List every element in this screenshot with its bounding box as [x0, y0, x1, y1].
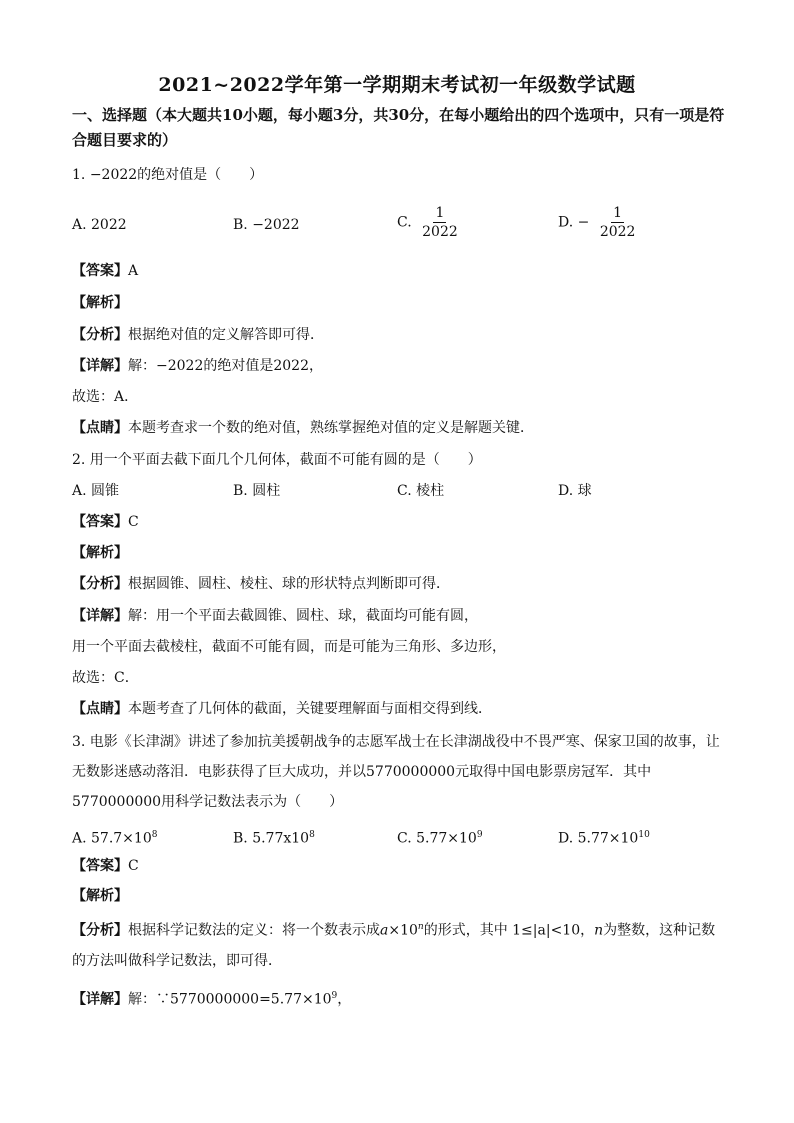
- math-variable: a: [380, 922, 389, 939]
- option-d: [558, 205, 637, 240]
- option-text: A. 57.7×10: [72, 830, 152, 847]
- option-d: D. 球: [558, 483, 592, 499]
- answer-line: [72, 856, 139, 876]
- xiangjie-line: [72, 356, 323, 376]
- fenxi-text: 为整数，这种记数的方法叫做科学记数法，即可得．: [72, 922, 716, 969]
- fenxi-text: 根据绝对值的定义解答即可得．: [128, 327, 324, 343]
- answer-tag: 【答案】: [72, 514, 128, 530]
- exponent: 9: [331, 991, 338, 1001]
- dianjing-line: [72, 418, 534, 438]
- option-text: D. 5.77×10: [558, 830, 639, 847]
- option-b: [233, 825, 315, 849]
- fraction: [598, 205, 638, 240]
- question-2-stem: 2. 用一个平面去截下面几个几何体，截面不可能有圆的是（ ）: [72, 452, 482, 468]
- question-3-stem: 3. 电影《长津湖》讲述了参加抗美援朝战争的志愿军战士在长津湖战役中不畏严寒、保家卫国的故事，让无数影迷感动落泪．电影获得了巨大成功，并以5770000000元取得中国电影票房冠军．其中5770000000用科学记数法表示为（ ）: [72, 734, 720, 810]
- option-a: A. 2022: [72, 217, 127, 233]
- option-text: B. 5.77x10: [233, 830, 310, 847]
- answer-value: C: [128, 514, 139, 530]
- xiangjie-text: 解：∵5770000000=5.77×10: [128, 991, 332, 1008]
- exponent: 8: [309, 830, 315, 840]
- xiangjie-tag: 【详解】: [72, 358, 128, 374]
- option-c: C. 棱柱: [397, 483, 445, 499]
- fenxi-text: 根据科学记数法的定义：将一个数表示成: [128, 922, 380, 939]
- fenxi-line: [72, 912, 722, 976]
- option-a: [72, 825, 157, 849]
- option-b: B. −2022: [233, 217, 300, 233]
- option-label: C.: [397, 214, 412, 231]
- xiangjie-tag: 【详解】: [72, 608, 128, 624]
- fraction-numerator: 1: [435, 205, 445, 221]
- dianjing-tag: 【点睛】: [72, 420, 128, 436]
- analysis-tag: 【解析】: [72, 888, 128, 904]
- fenxi-text: 的形式，其中 1≤|a|<10，: [423, 922, 595, 939]
- option-a: A. 圆锥: [72, 483, 120, 499]
- answer-tag: 【答案】: [72, 858, 128, 874]
- option-d: [558, 825, 650, 849]
- question-number: 1.: [72, 167, 86, 183]
- xiangjie-line: [72, 606, 478, 626]
- exponent: 8: [151, 830, 158, 840]
- fraction-numerator: 1: [613, 205, 623, 221]
- answer-value: A: [128, 263, 139, 279]
- dianjing-tag: 【点睛】: [72, 701, 128, 717]
- section-heading: 一、选择题（本大题共10小题，每小题3分，共30分，在每小题给出的四个选项中，只有一项是符合题目要求的）: [72, 106, 725, 149]
- fenxi-text: 根据圆锥、圆柱、棱柱、球的形状特点判断即可得．: [128, 576, 450, 592]
- page-title: 2021~2022学年第一学期期末考试初一年级数学试题: [158, 74, 636, 96]
- option-label: D. −: [558, 214, 590, 231]
- option-c: [397, 825, 483, 849]
- exponent: 10: [638, 830, 650, 840]
- answer-tag: 【答案】: [72, 263, 128, 279]
- dianjing-text: 本题考查求一个数的绝对值，熟练掌握绝对值的定义是解题关键．: [128, 420, 534, 436]
- answer-value: C: [128, 858, 139, 874]
- option-text: C. 5.77×10: [397, 830, 477, 847]
- answer-line: [72, 512, 139, 532]
- xiangjie-tag: 【详解】: [72, 991, 128, 1008]
- xiangjie-text: 解：用一个平面去截圆锥、圆柱、球，截面均可能有圆，: [128, 608, 478, 624]
- xiangjie-text: ，: [337, 991, 352, 1008]
- fraction-denominator: 2022: [599, 224, 636, 240]
- option-c: [397, 205, 460, 240]
- fraction: [420, 205, 460, 240]
- fenxi-tag: 【分析】: [72, 922, 128, 939]
- fenxi-tag: 【分析】: [72, 576, 128, 592]
- choice-line: 故选：A．: [72, 389, 139, 405]
- dianjing-text: 本题考查了几何体的截面，关键要理解面与面相交得到线．: [128, 701, 492, 717]
- math-expression: ×10: [388, 922, 418, 939]
- answer-line: [72, 261, 138, 281]
- analysis-tag: 【解析】: [72, 295, 128, 311]
- dianjing-line: [72, 699, 492, 719]
- option-b: B. 圆柱: [233, 483, 281, 499]
- xiangjie-line: [72, 986, 351, 1010]
- fenxi-line: [72, 325, 324, 345]
- exponent: 9: [476, 830, 483, 840]
- fraction-denominator: 2022: [422, 224, 458, 240]
- xiangjie-text: 解：−2022的绝对值是2022，: [128, 358, 323, 374]
- math-variable: n: [594, 922, 604, 939]
- xiangjie-continuation: 用一个平面去截棱柱，截面不可能有圆，而是可能为三角形、多边形，: [72, 639, 506, 655]
- math-expression: −2022: [89, 167, 138, 183]
- analysis-tag: 【解析】: [72, 545, 128, 561]
- choice-line: 故选：C．: [72, 670, 139, 686]
- fenxi-line: [72, 574, 450, 594]
- question-text: 的绝对值是（ ）: [137, 167, 264, 183]
- fenxi-tag: 【分析】: [72, 327, 128, 343]
- exponent: n: [417, 922, 424, 932]
- question-1-stem: [72, 165, 263, 185]
